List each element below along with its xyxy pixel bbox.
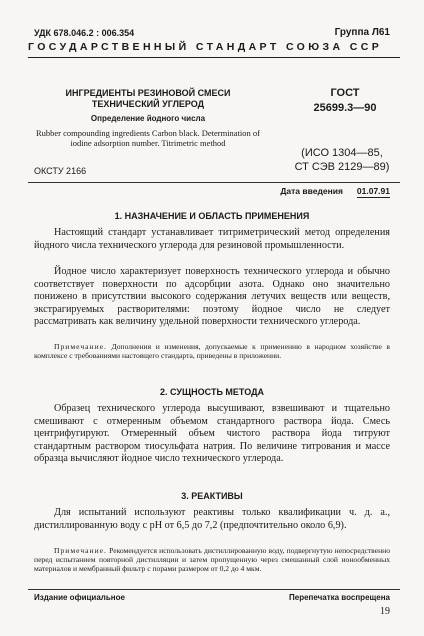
standard-banner: ГОСУДАРСТВЕННЫЙ СТАНДАРТ СОЮЗА ССР (28, 41, 383, 53)
official-edition: Издание официальное (34, 593, 125, 602)
section-3-paragraph: Для испытаний используют реактивы только квалификации ч. д. а., дистиллированную воду с pH от 6,5 до 7,2 (предпочтительно около 6,9). (34, 507, 390, 531)
date-label: Дата введения (280, 186, 343, 196)
section-1-paragraph-2: Йодное число характеризует поверхность технического углерода и обычно соответствует поверхности по адсорбции азота. Однако оно значительно понижено в присутствии высокого содержания летучих веществ или веществ, экстрагируемых растворителями: поэтому йодное число не следует рассматривать как величину удельной поверхности технического углерода. (34, 266, 390, 327)
document-title: ИНГРЕДИЕНТЫ РЕЗИНОВОЙ СМЕСИ ТЕХНИЧЕСКИЙ УГЛЕРОД (65, 88, 231, 109)
note-label: Примечание. (54, 342, 107, 351)
page-number: 19 (380, 606, 390, 617)
title-block-rule (28, 182, 400, 183)
section-1-paragraph-1: Настоящий стандарт устанавливает титриметрический метод определения йодного числа технического углерода для резиновой промышленности. (34, 227, 390, 251)
group-code: Группа Л61 (334, 27, 390, 38)
reprint-prohibited: Перепечатка воспрещена (289, 593, 390, 602)
section-3-heading: 3. РЕАКТИВЫ (181, 491, 243, 501)
iso-line-1: (ИСО 1304—85, (301, 147, 383, 159)
document-subtitle: Определение йодного числа (90, 114, 206, 123)
gost-label: ГОСТ (330, 87, 360, 99)
section-3-note (34, 546, 390, 574)
note-text: Дополнения и изменения, допускаемые к применению в народном хозяйстве в комплексе с требованиями настоящего стандарта, приведены в приложении. (34, 342, 390, 361)
date-value: 01.07.91 (356, 186, 390, 196)
banner-rule (28, 57, 400, 58)
section-1-heading: 1. НАЗНАЧЕНИЕ И ОБЛАСТЬ ПРИМЕНЕНИЯ (114, 211, 310, 221)
section-1-note (34, 342, 390, 360)
note-text: Рекомендуется использовать дистиллированную воду, подвергнутую непосредственно перед испытанием повторной дистилляции и затем пропущенную через смешанный слой ионообменных материалов и мембранный фильтр с порами размером от 0,2 до 4 мкм. (34, 546, 390, 574)
section-2-heading: 2. СУЩНОСТЬ МЕТОДА (160, 387, 264, 397)
gost-number: 25699.3—90 (313, 102, 377, 114)
udc-code: УДК 678.046.2 : 006.354 (34, 28, 135, 38)
english-title: Rubber compounding ingredients Carbon black. Determination of iodine adsorption number. Titrimetric method (35, 128, 261, 148)
footer-rule (28, 589, 400, 590)
gost-designation (290, 86, 400, 116)
iso-reference (282, 146, 402, 174)
iso-line-2: СТ СЭВ 2129—89) (294, 161, 390, 173)
effective-date (280, 186, 390, 196)
section-2-paragraph: Образец технического углерода высушивают, взвешивают и тщательно смешивают с отмеренным объемом стандартного раствора йода. Смесь центрифугируют. Отмеренный объем чистого раствора йода титруют стандартным раствором тиосульфата натрия. По величине титрования и массе образца вычисляют йодное число технического углерода. (34, 403, 390, 464)
okstu-code: ОКСТУ 2166 (34, 166, 87, 176)
note-label: Примечание. (54, 546, 107, 555)
